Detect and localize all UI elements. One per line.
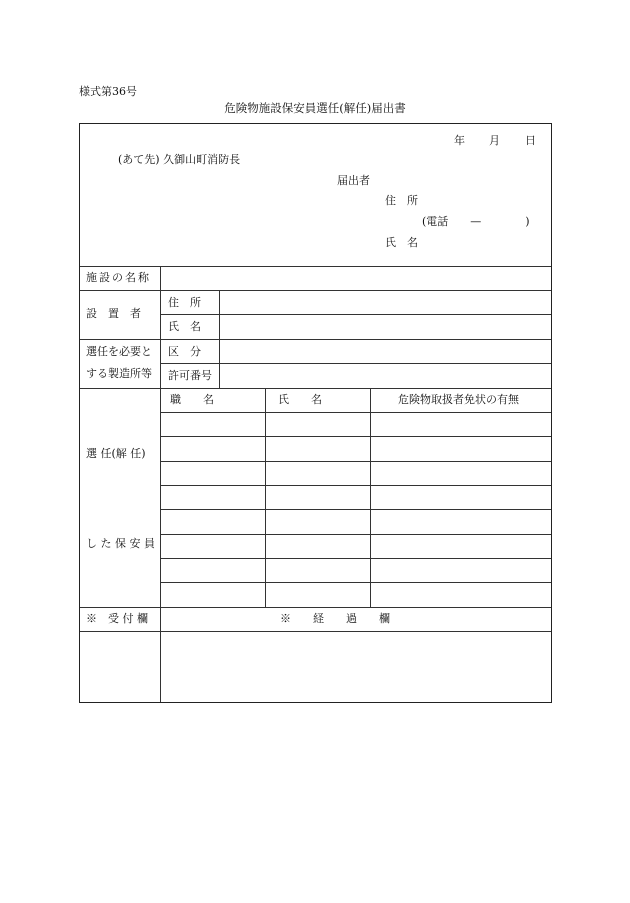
- progress-label: ※ 経 過 欄: [280, 612, 390, 625]
- date-day-label: 日: [525, 134, 536, 147]
- installer-address-label: 住 所: [168, 296, 201, 309]
- category-label: 区 分: [168, 345, 201, 358]
- staff-label-1: 選 任(解 任): [86, 447, 146, 460]
- required-facility-label-2: する製造所等: [86, 367, 152, 380]
- notifier-phone-label: (電話 — ): [422, 215, 530, 228]
- installer-label: 設 置 者: [86, 307, 141, 320]
- permit-number-label: 許可番号: [168, 369, 212, 382]
- facility-name-label: 施設の名称: [86, 271, 151, 284]
- notifier-label: 届出者: [337, 174, 370, 187]
- reception-label: ※ 受 付 欄: [86, 612, 148, 625]
- addressee: (あて先) 久御山町消防長: [118, 153, 241, 166]
- notifier-address-label: 住 所: [385, 194, 418, 207]
- form-title: 危険物施設保安員選任(解任)届出書: [224, 101, 406, 115]
- header-position: 職 名: [170, 393, 214, 406]
- header-license: 危険物取扱者免状の有無: [398, 393, 519, 406]
- installer-name-label: 氏 名: [168, 320, 201, 333]
- date-year-label: 年: [454, 134, 465, 147]
- staff-label-2: し た 保 安 員: [86, 537, 155, 550]
- form-table: [79, 123, 552, 703]
- notifier-name-label: 氏 名: [385, 236, 418, 249]
- required-facility-label-1: 選任を必要と: [86, 345, 152, 358]
- form-number: 様式第36号: [79, 85, 137, 98]
- header-name: 氏 名: [278, 393, 322, 406]
- date-month-label: 月: [489, 134, 500, 147]
